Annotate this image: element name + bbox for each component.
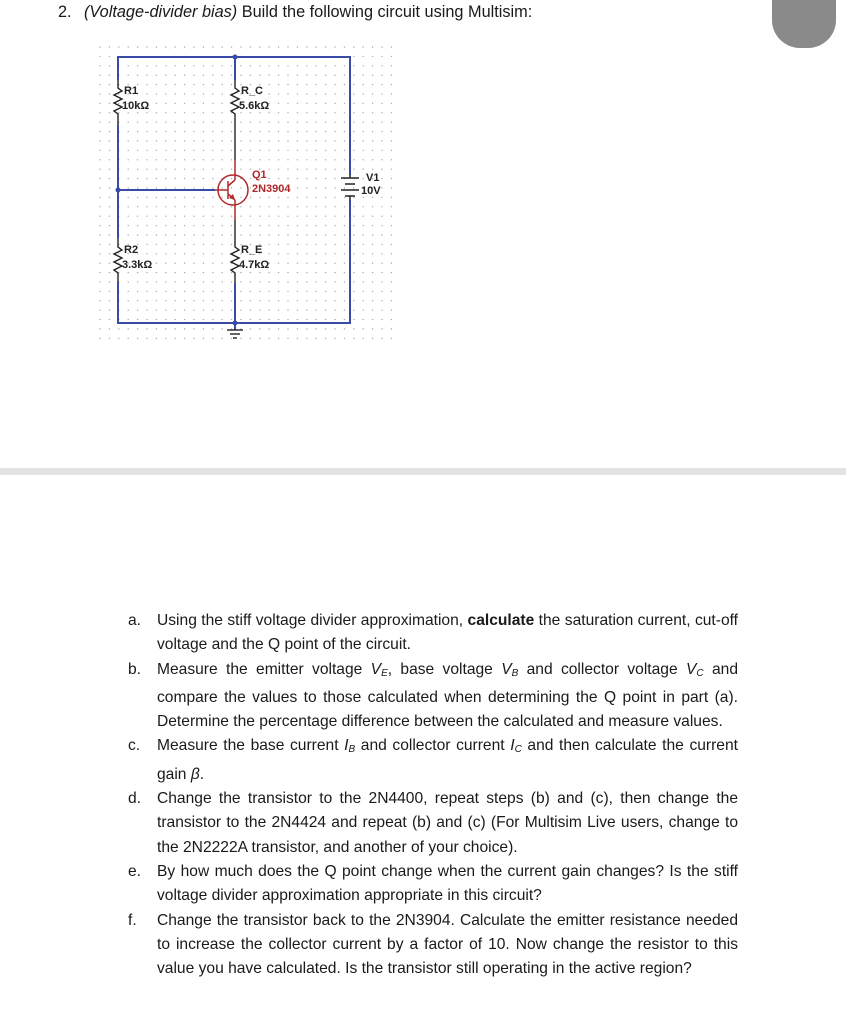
item-text-segment: By how much does the Q point change when the current gain changes? Is the stiff voltage divider approximation appropriate in this circuit?	[157, 862, 738, 905]
item-letter: c.	[128, 737, 141, 755]
item-text-segment: C	[696, 667, 704, 679]
item-text-segment: Using the stiff voltage divider approximation,	[157, 612, 468, 629]
ground-icon	[227, 330, 243, 338]
circuit-schematic	[0, 0, 846, 360]
item-text-segment: and collector current	[355, 737, 511, 755]
list-item-a	[128, 609, 738, 658]
item-text-segment: and collector voltage	[518, 660, 686, 678]
q1-name: Q1	[252, 169, 267, 181]
rc-name: R_C	[241, 85, 264, 97]
item-text-segment: B	[348, 744, 356, 756]
item-text	[157, 787, 738, 860]
resistor-r1[interactable]	[114, 80, 122, 125]
item-text-segment: V	[686, 660, 697, 678]
resistor-rc[interactable]	[231, 80, 239, 125]
item-text-segment: and compare the values to those calculated when determining the Q point in part (a). Determine the percentage difference between the calculated and measure values.	[157, 660, 738, 731]
item-text-segment: I	[510, 737, 515, 755]
item-text	[157, 909, 738, 982]
item-text-segment: the saturation current, cut-off voltage and the Q point of the circuit.	[157, 612, 738, 654]
item-text	[157, 658, 738, 735]
battery-v1[interactable]	[341, 175, 359, 200]
item-text-segment: E	[381, 667, 388, 679]
item-letter: d.	[128, 790, 142, 808]
list-item-e	[128, 860, 738, 909]
item-letter: a.	[128, 612, 142, 629]
item-text-segment: , base voltage	[387, 660, 502, 678]
item-letter: b.	[128, 660, 142, 678]
item-text	[157, 609, 738, 658]
item-text-segment: β	[190, 765, 200, 783]
r1-value: 10kΩ	[122, 100, 150, 112]
question-parts-list	[128, 609, 738, 981]
question-title-text: Build the following circuit using Multisim:	[237, 3, 533, 21]
r1-name: R1	[124, 85, 139, 97]
v1-value: 10V	[361, 185, 381, 197]
list-item-c	[128, 734, 738, 787]
item-text-segment: .	[199, 765, 205, 783]
wires	[118, 57, 350, 330]
re-value: 4.7kΩ	[239, 259, 270, 271]
item-text	[157, 860, 738, 909]
v1-name: V1	[366, 172, 380, 184]
item-text-segment: V	[370, 660, 382, 678]
r2-value: 3.3kΩ	[122, 259, 153, 271]
item-text-segment: V	[501, 660, 512, 678]
item-text-segment: Measure the base current	[157, 737, 345, 755]
item-text-segment: calculate	[467, 612, 535, 629]
item-text-segment: Measure the emitter voltage	[157, 660, 371, 678]
item-text-segment: Change the transistor to the 2N4400, repeat steps (b) and (c), then change the transistor to the 2N4424 and repeat (b) and (c) (For Multisim Live users, change to the 2N2222A transistor, and another of your choice).	[157, 790, 738, 856]
item-text-segment: and then calculate the current gain	[157, 737, 738, 783]
item-text	[157, 734, 738, 787]
list-item-f	[128, 909, 738, 982]
resistor-r2[interactable]	[114, 238, 122, 283]
list-item-d	[128, 787, 738, 860]
item-text-segment: B	[511, 667, 519, 679]
item-letter: e.	[128, 862, 142, 880]
item-text-segment: I	[344, 737, 349, 755]
item-text-segment: Change the transistor back to the 2N3904. Calculate the emitter resistance needed to increase the collector current by a factor of 10. Now change the resistor to this value you have calculated. Is the transistor still operating in the active region?	[157, 911, 738, 978]
item-letter: f.	[128, 911, 137, 929]
question-number: 2.	[58, 3, 72, 21]
question-title-italic: (Voltage-divider bias)	[84, 3, 238, 21]
r2-name: R2	[124, 244, 139, 256]
re-name: R_E	[241, 244, 263, 256]
item-text-segment: C	[514, 744, 522, 756]
q1-value: 2N3904	[252, 183, 291, 195]
rc-value: 5.6kΩ	[239, 100, 270, 112]
page-divider	[0, 468, 846, 475]
list-item-b	[128, 658, 738, 735]
